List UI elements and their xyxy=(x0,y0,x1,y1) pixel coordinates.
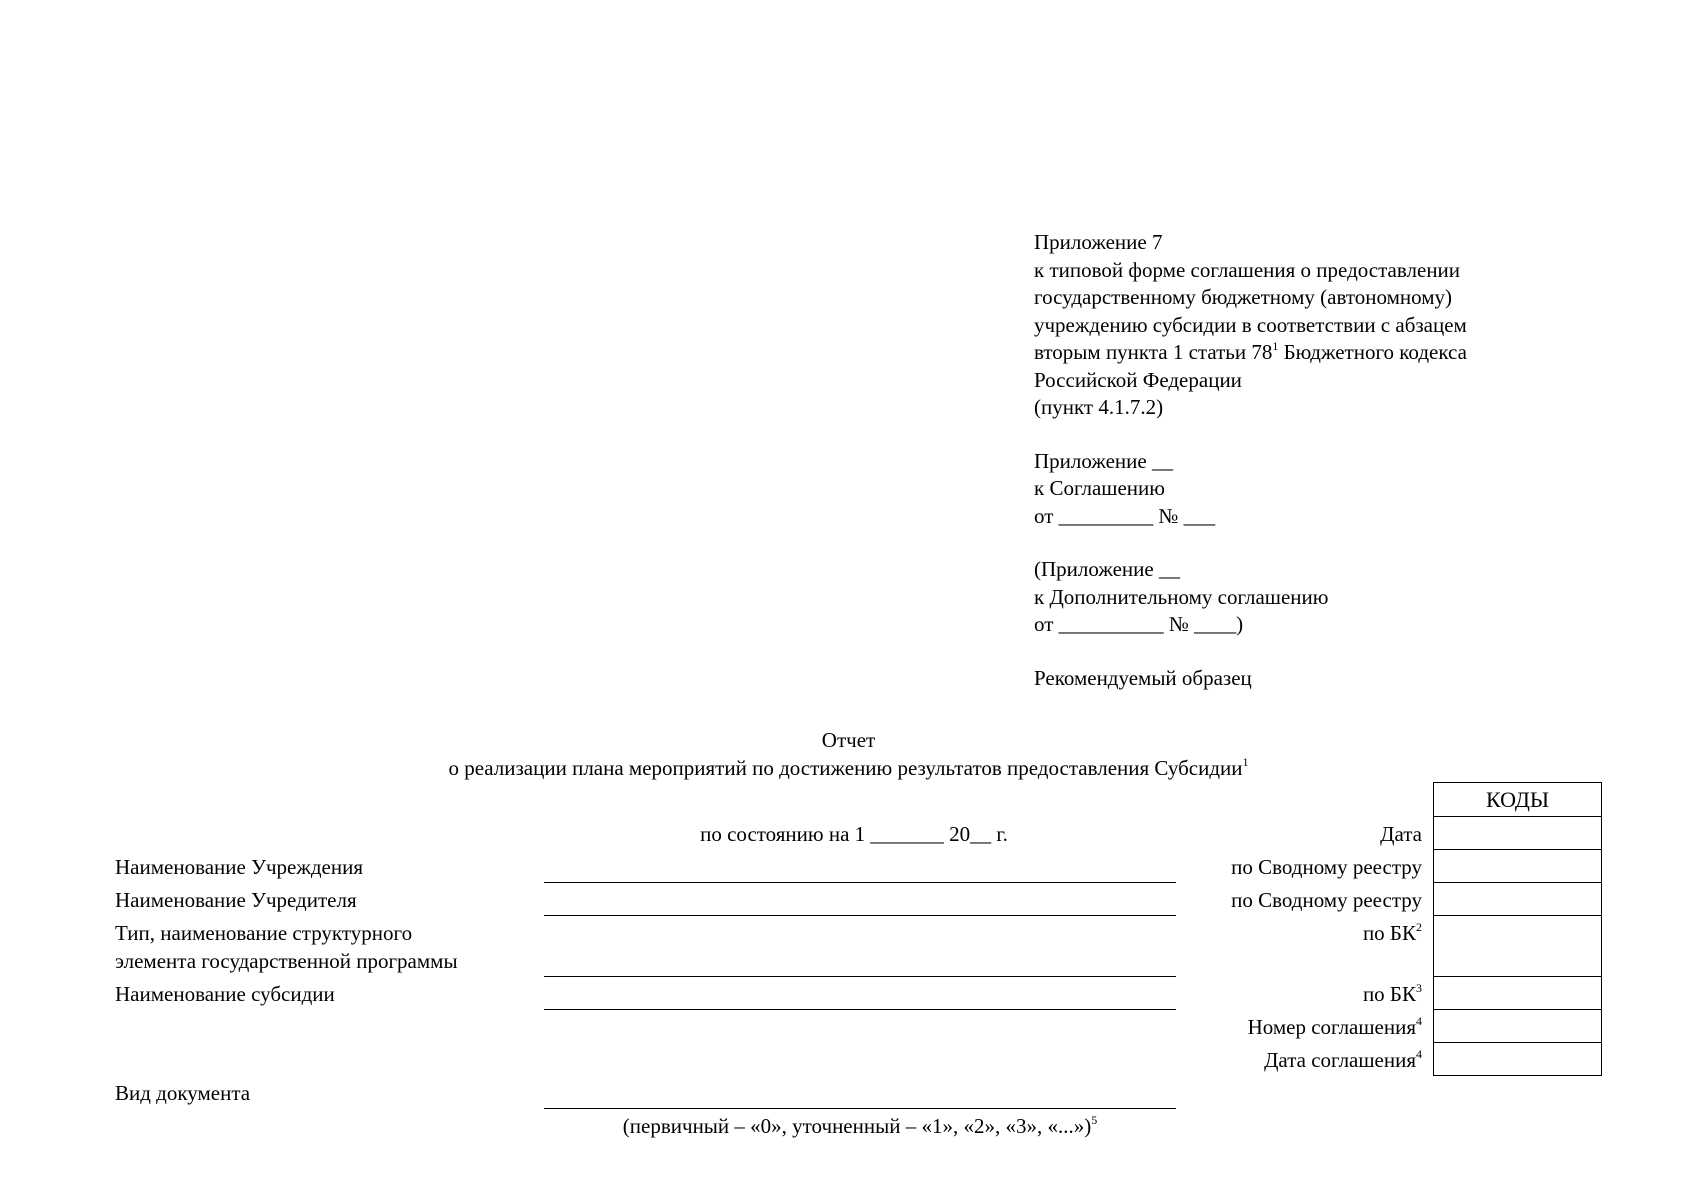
doc-type-input-line[interactable] xyxy=(544,1108,1176,1109)
field-label-program-element: Тип, наименование структурного xyxy=(115,921,413,945)
code-label-bk: по $БК^2$ xyxy=(1362,920,1422,945)
code-cell-agreement-date[interactable] xyxy=(1433,1042,1602,1076)
report-as-of: по состоянию на 1 _______ 20__ г. xyxy=(700,822,1008,846)
subsidy-input-line[interactable] xyxy=(544,1009,1176,1010)
field-label-doc-type: Вид документа xyxy=(115,1081,251,1105)
codes-header: КОДЫ xyxy=(1433,782,1602,817)
founder-input-line[interactable] xyxy=(544,915,1176,916)
field-label-institution: Наименование Учреждения xyxy=(115,855,363,879)
additional-to: к Дополнительному соглашению xyxy=(1034,584,1329,609)
additional-appendix: (Приложение __ xyxy=(1034,557,1180,581)
appendix-line: государственному бюджетному (автономному) xyxy=(1034,285,1453,309)
agreement-appendix: Приложение __ xyxy=(1034,448,1173,473)
footnote-mark: 1 xyxy=(1272,339,1279,353)
footnote-mark: 3 xyxy=(1416,981,1422,995)
institution-input-line[interactable] xyxy=(544,882,1176,883)
report-title: Отчет xyxy=(821,728,876,752)
code-cell-bk-subsidy[interactable] xyxy=(1433,976,1602,1010)
code-cell-registry-institution[interactable] xyxy=(1433,849,1602,883)
appendix-line: Российской Федерации xyxy=(1034,367,1242,392)
report-subtitle: о реализации плана мероприятий по достижению результатов предоставления Субсидии$^1$ xyxy=(448,755,1249,780)
appendix-clause: (пункт 4.1.7.2) xyxy=(1034,395,1164,419)
footnote-mark: 1 xyxy=(1242,755,1249,769)
doc-type-note: (первичный – «0», уточненный – «1», «2», «3», «...»)$^5$ xyxy=(622,1113,1098,1138)
field-label-founder: Наименование Учредителя xyxy=(115,888,357,912)
code-label-registry: по Сводному реестру xyxy=(1231,855,1422,879)
appendix-line: учреждению субсидии в соответствии с абзацем xyxy=(1034,312,1467,337)
appendix-title: Приложение 7 xyxy=(1034,230,1163,254)
recommended-sample: Рекомендуемый образец xyxy=(1034,665,1252,690)
code-label-agreement-number: Номер соглашения$^4$ xyxy=(1247,1014,1422,1039)
footnote-mark: 4 xyxy=(1416,1047,1422,1061)
code-label-registry: по Сводному реестру xyxy=(1231,888,1422,912)
code-label-bk: по $БК^3$ xyxy=(1362,981,1422,1006)
code-label-date: Дата xyxy=(1380,822,1422,846)
additional-from: от __________ № ____) xyxy=(1034,612,1244,636)
appendix-header xyxy=(1034,229,1467,692)
agreement-from: от _________ № ___ xyxy=(1034,503,1216,528)
code-cell-date[interactable] xyxy=(1433,816,1602,850)
appendix-line: вторым пункта 1 статьи $78^1$ Бюджетного кодекса xyxy=(1034,339,1467,364)
footnote-mark: 4 xyxy=(1416,1014,1422,1028)
field-label-subsidy: Наименование субсидии xyxy=(115,982,335,1006)
agreement-to: к Соглашению xyxy=(1034,476,1165,500)
code-label-agreement-date: Дата соглашения$^4$ xyxy=(1264,1047,1422,1072)
footnote-mark: 5 xyxy=(1091,1113,1098,1127)
appendix-line: к типовой форме соглашения о предоставлении xyxy=(1034,257,1461,282)
field-label-program-element: элемента государственной программы xyxy=(115,949,458,973)
footnote-mark: 2 xyxy=(1416,920,1422,934)
code-cell-agreement-number[interactable] xyxy=(1433,1009,1602,1043)
code-cell-bk-program[interactable] xyxy=(1433,915,1602,977)
program-element-input-line[interactable] xyxy=(544,976,1176,977)
code-cell-registry-founder[interactable] xyxy=(1433,882,1602,916)
